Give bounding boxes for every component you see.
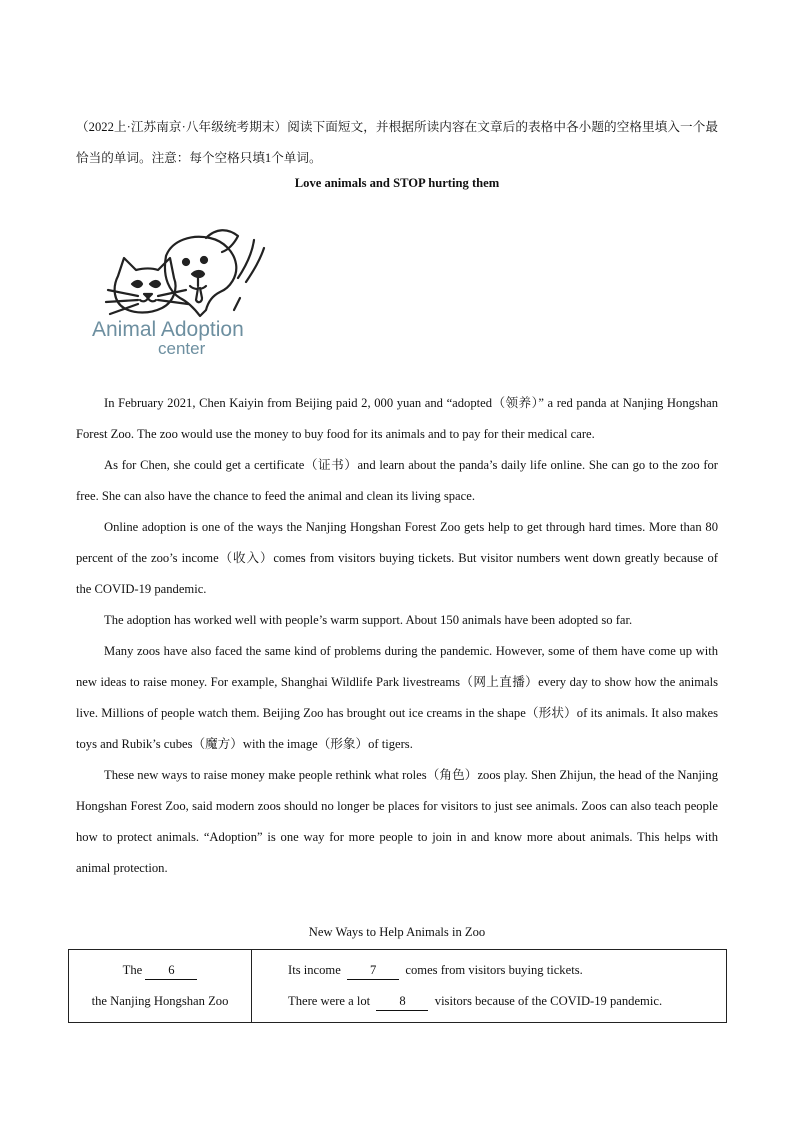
- table-row: [288, 955, 726, 986]
- passage-title: Love animals and STOP hurting them: [294, 176, 500, 190]
- animal-adoption-logo: [88, 218, 288, 368]
- table-row: [288, 986, 726, 1017]
- logo-line2: center: [158, 339, 206, 358]
- paragraph-6: These new ways to raise money make people rethink what roles（角色）zoos play. Shen Zhijun, the head of the Nanjing Hongshan Forest Zoo, said modern zoos should no longer be places for visitors to just see animals. Zoos can also teach people how to protect animals. “Adoption” is one way for more people to join in and know more about animals. This helps with animal protection.: [76, 768, 718, 875]
- table-right-cell: [252, 950, 727, 1023]
- table-left-cell: [69, 950, 252, 1023]
- intro-instructions: （2022上·江苏南京·八年级统考期末）阅读下面短文，并根据所读内容在文章后的表格中各小题的空格里填入一个最恰当的单词。注意：每个空格只填1个单词。: [76, 120, 718, 165]
- left-line2: the Nanjing Hongshan Zoo: [91, 994, 229, 1008]
- paragraph-3: Online adoption is one of the ways the Nanjing Hongshan Forest Zoo gets help to get through hard times. More than 80 percent of the zoo’s income（收入）comes from visitors buying tickets. But visitor numbers went down greatly because of the COVID-19 pandemic.: [76, 520, 718, 596]
- table-title: New Ways to Help Animals in Zoo: [308, 925, 486, 939]
- paragraph-5: Many zoos have also faced the same kind of problems during the pandemic. However, some of them have come up with new ideas to raise money. For example, Shanghai Wildlife Park livestreams（网上直播）every day to show how the animals live. Millions of people watch them. Beijing Zoo has brought out ice creams in the shape（形状）of its animals. It also makes toys and Rubik’s cubes（魔方）with the image（形象）of tigers.: [76, 644, 718, 751]
- blank-8[interactable]: 8: [376, 992, 428, 1011]
- row2-pre: There were a lot: [288, 994, 371, 1008]
- paragraph-1: In February 2021, Chen Kaiyin from Beijing paid 2, 000 yuan and “adopted（领养）” a red panda at Nanjing Hongshan Forest Zoo. The zoo would use the money to buy food for its animals and to pay for their medical care.: [76, 396, 718, 441]
- logo-line1: Animal Adoption: [92, 318, 244, 341]
- blank-6[interactable]: 6: [145, 961, 197, 980]
- row1-post: comes from visitors buying tickets.: [405, 963, 583, 977]
- paragraph-4: The adoption has worked well with people’s warm support. About 150 animals have been adopted so far.: [104, 613, 633, 627]
- row1-pre: Its income: [288, 963, 341, 977]
- answer-table: [68, 949, 727, 1023]
- blank-7[interactable]: 7: [347, 961, 399, 980]
- row2-post: visitors because of the COVID-19 pandemic.: [434, 994, 663, 1008]
- passage-body: [76, 388, 718, 884]
- paragraph-2: As for Chen, she could get a certificate（证书）and learn about the panda’s daily life online. She can go to the zoo for free. She can also have the chance to feed the animal and clean its living space.: [76, 458, 718, 503]
- cat-dog-logo-icon: [88, 218, 288, 368]
- left-pre: The: [122, 963, 143, 977]
